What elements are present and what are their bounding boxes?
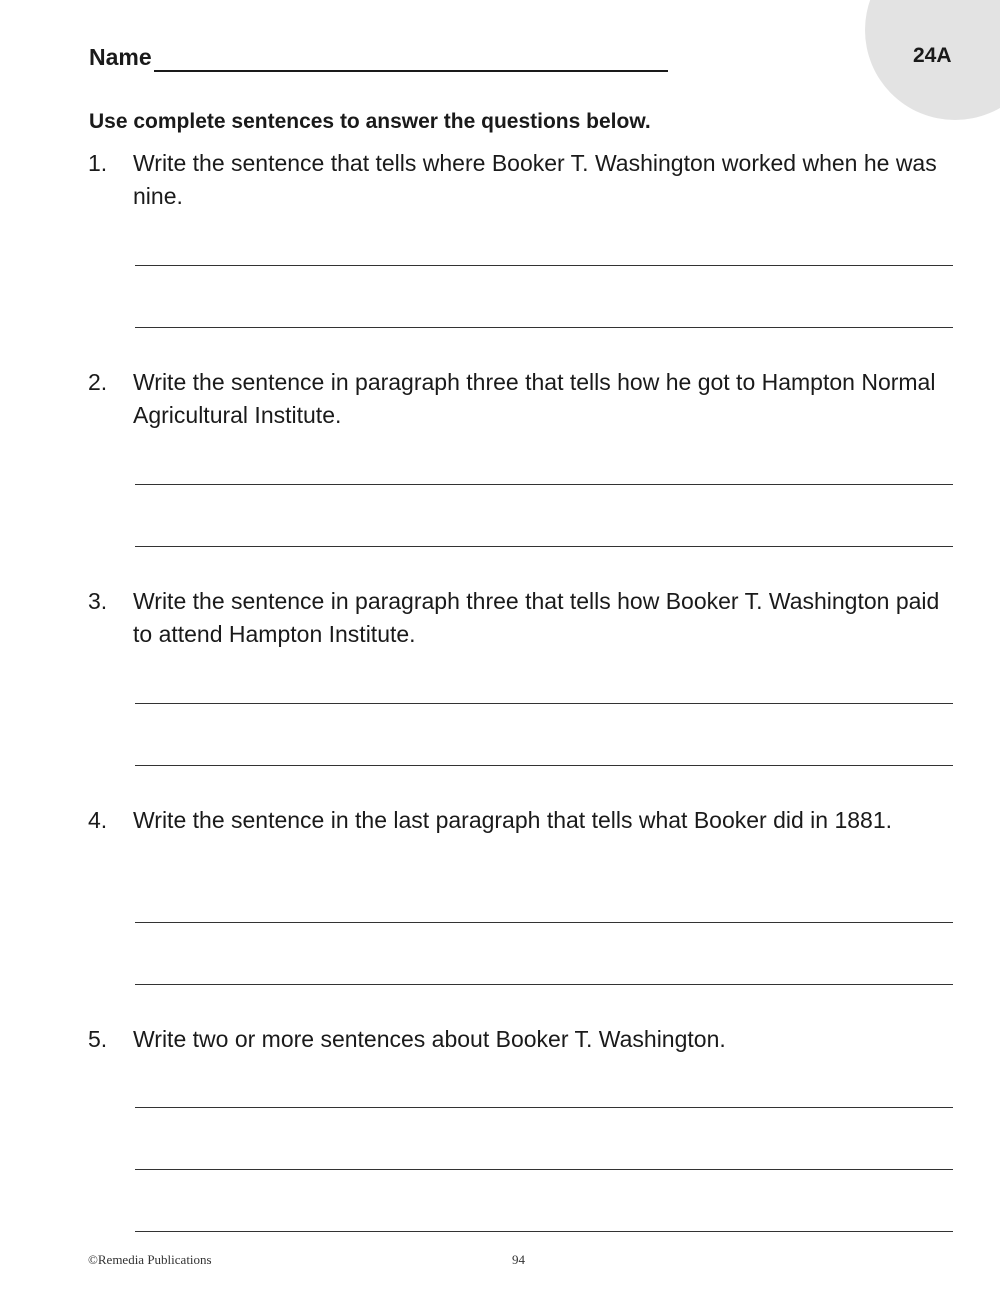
question-text: Write the sentence in the last paragraph that tells what Booker did in 1881. bbox=[133, 807, 893, 833]
answer-line[interactable] bbox=[135, 327, 953, 328]
answer-line[interactable] bbox=[135, 1169, 953, 1170]
name-input-line[interactable] bbox=[154, 46, 668, 72]
question-text: Write the sentence in paragraph three that tells how he got to Hampton Normal Agricultural Institute. bbox=[133, 369, 936, 428]
answer-line[interactable] bbox=[135, 922, 953, 923]
copyright-footer: ©Remedia Publications bbox=[88, 1252, 212, 1267]
question-number: 3. bbox=[88, 588, 108, 614]
page-code: 24A bbox=[913, 44, 952, 67]
answer-line[interactable] bbox=[135, 484, 953, 485]
question-number: 4. bbox=[88, 807, 108, 833]
question-number: 5. bbox=[88, 1026, 108, 1052]
answer-line[interactable] bbox=[135, 1231, 953, 1232]
answer-line[interactable] bbox=[135, 546, 953, 547]
name-label: Name bbox=[89, 44, 152, 70]
question-number: 2. bbox=[88, 369, 108, 395]
question-text: Write two or more sentences about Booker T. Washington. bbox=[133, 1026, 726, 1052]
name-field-row bbox=[89, 42, 668, 72]
question-number: 1. bbox=[88, 150, 108, 176]
question-text: Write the sentence in paragraph three that tells how Booker T. Washington paid to attend Hampton Institute. bbox=[133, 588, 940, 647]
question-text: Write the sentence that tells where Booker T. Washington worked when he was nine. bbox=[133, 150, 937, 209]
answer-line[interactable] bbox=[135, 1107, 953, 1108]
answer-line[interactable] bbox=[135, 703, 953, 704]
answer-line[interactable] bbox=[135, 765, 953, 766]
page-number: 94 bbox=[512, 1252, 525, 1267]
instructions-heading: Use complete sentences to answer the questions below. bbox=[89, 110, 651, 133]
answer-line[interactable] bbox=[135, 265, 953, 266]
answer-line[interactable] bbox=[135, 984, 953, 985]
